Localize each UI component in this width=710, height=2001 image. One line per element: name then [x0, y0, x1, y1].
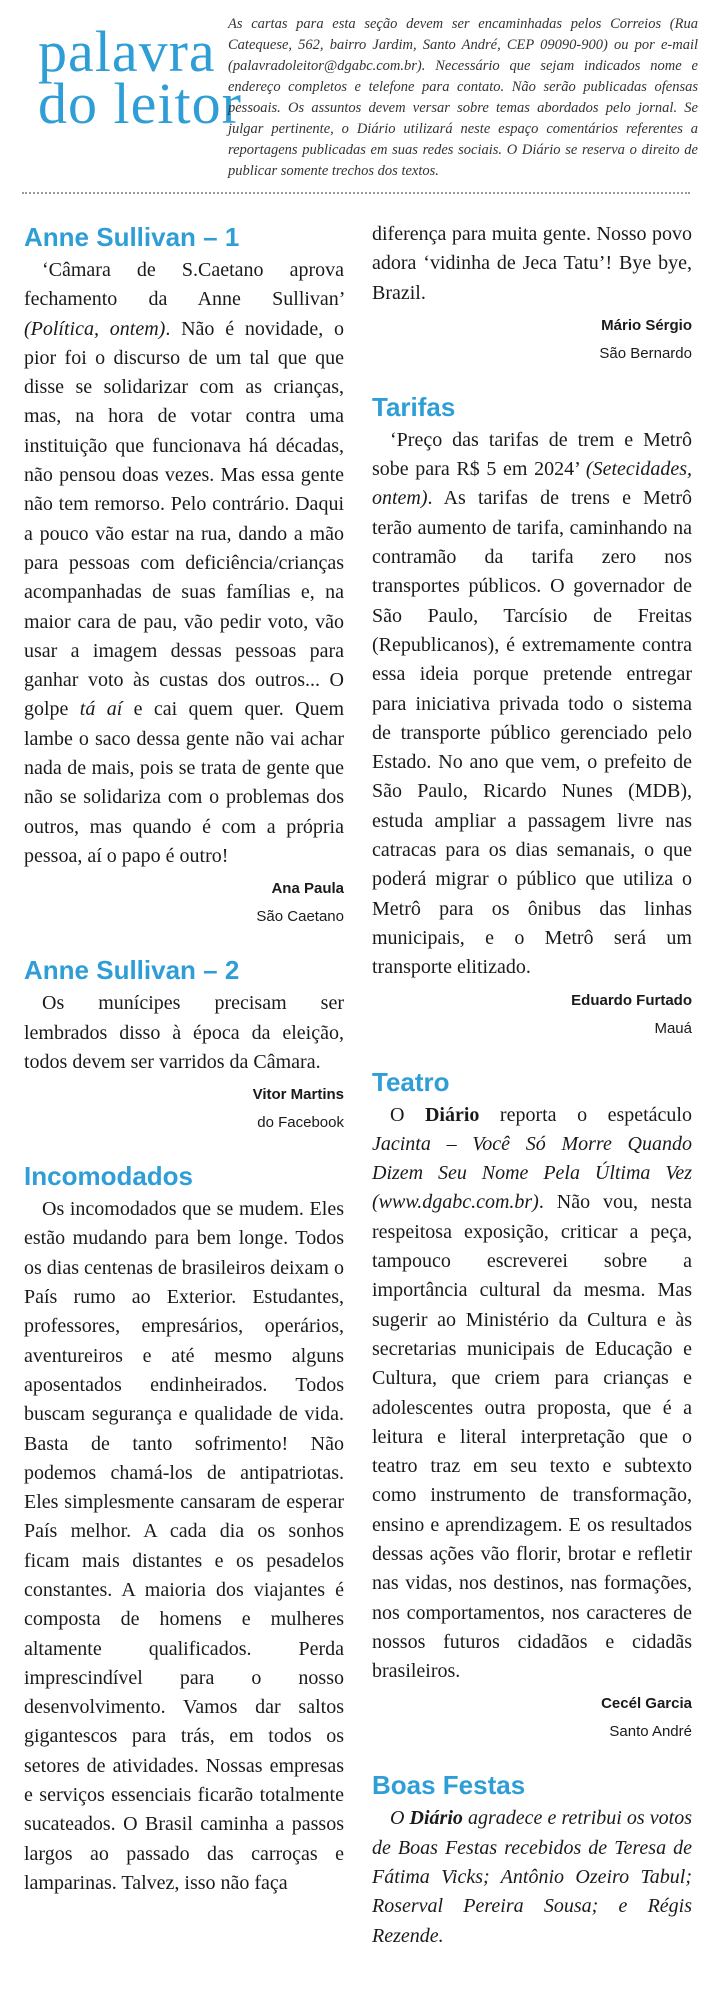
letter-tarifas [372, 392, 692, 1039]
letter-author: Eduardo Furtado [571, 991, 692, 1009]
letter-author: Vitor Martins [252, 1086, 344, 1104]
letter-location: Mauá [654, 1019, 692, 1037]
letter-incomodados-continued [372, 220, 692, 364]
logo-line-2: do leitor [38, 71, 242, 136]
letter-title: Boas Festas [372, 1770, 526, 1801]
letter-text: O [390, 1807, 410, 1830]
letter-body [24, 256, 344, 871]
play-title: Jacinta – Você Só Morre Quando Dizem Seu Nome Pela Última Vez (www.dgabc.com.br) [372, 1132, 692, 1214]
letter-body [372, 426, 692, 983]
letter-teatro [372, 1067, 692, 1743]
letter-location: Santo André [609, 1723, 692, 1741]
left-column [24, 222, 344, 1926]
page-header [0, 0, 710, 185]
dotted-divider [22, 192, 690, 194]
letter-emphasis: tá aí [79, 698, 123, 721]
newspaper-name: Diário [409, 1807, 463, 1830]
section-logo [38, 19, 242, 136]
letter-text: . Não vou, nesta respeitosa exposição, criticar a peça, tampouco escreverei sobre a importância cultural da mesma. Mas sugerir ao Ministério da Cultura e às secretarias municipais de Educação e Cultura, que criem para crianças e adolescentes outra proposta, que é a leitura e literal interpretação que o teatro traz em seu texto e subtexto como instrumento de transformação, ensino e aprendizagem. E os resultados dessas ações vão florir, brotar e refletir nas vidas, nos destinos, nas formações, nos comportamentos, nos caracteres de nossos futuros cidadãos e cidadãs brasileiros. [372, 1191, 692, 1683]
letter-author: Ana Paula [271, 880, 344, 898]
letter-title: Tarifas [372, 391, 456, 422]
letter-body: Os incomodados que se mudem. Eles estão mudando para bem longe. Todos os dias centenas de brasileiros deixam o País rumo ao Exterior. Estudantes, professores, empresários, operários, aventureiros e até mesmo alguns aposentados endinheirados. Todos buscam segurança e qualidade de vida. Basta de tanto sofrimento! Não podemos chamá-los de antipatriotas. Eles simplesmente cansaram de esperar País melhor. A cada dia os sonhos ficam mais distantes e os pesadelos constantes. A maioria dos viajantes é composta de homens e mulheres altamente qualificados. Perda imprescindível para o nosso desenvolvimento. Vamos dar saltos gigantescos para trás, em todos os setores de atividades. Nossas empresas e serviços essenciais ficarão totalmente sucateados. O Brasil caminha a passos largos ao passado das carroças e lamparinas. Talvez, isso não faça [24, 1198, 344, 1894]
letter-location: do Facebook [257, 1114, 344, 1132]
letter-title: Incomodados [24, 1161, 194, 1192]
letter-quote: ‘Preço das tarifas de trem e Metrô sobe para R$ 5 em 2024’ [372, 428, 692, 481]
letter-title: Anne Sullivan – 1 [24, 222, 240, 252]
letter-location: São Caetano [256, 908, 344, 926]
letter-body [372, 1804, 692, 1950]
right-column [372, 220, 692, 1979]
note-boas-festas [372, 1770, 692, 1950]
letter-incomodados [24, 1161, 344, 1898]
letter-source: (Setecidades, ontem) [372, 458, 692, 510]
letter-author: Mário Sérgio [601, 316, 692, 334]
letter-title: Anne Sullivan – 2 [24, 955, 240, 986]
letter-title: Teatro [372, 1066, 450, 1097]
logo-line-1: palavra [38, 19, 216, 84]
letter-text: . Não é novidade, o pior foi o discurso de um tal que que disse se solidarizar com as crianças, mas, na hora de votar contra uma instituição que funcionava há décadas, não pensou doas vezes. Mas essa gente não tem remorso. Pelo contrário. Daqui a pouco vão estar na rua, dando a mão para pessoas com deficiência/crianças acompanhadas de suas famílias e, na maior cara de pau, vão pedir voto, vão usar a imagem dessas pessoas para ganhar voto às custas dos outros... O golpe [24, 317, 344, 721]
letter-quote: ‘Câmara de S.Caetano aprova fechamento da Anne Sullivan’ [24, 259, 344, 311]
letter-body: Os munícipes precisam ser lembrados disso à época da eleição, todos devem ser varridos da Câmara. [24, 992, 344, 1073]
letter-text: agradece e retribui os votos de Boas Festas recebidos de Teresa de Fátima Vicks; Antônio Ozeiro Tabul; Roserval Pereira Sousa; e Régis Rezende. [372, 1807, 692, 1947]
letter-text: O [390, 1103, 425, 1126]
letter-anne-sullivan-1 [24, 222, 344, 927]
letter-body-continued: diferença para muita gente. Nosso povo adora ‘vidinha de Jeca Tatu’! Bye bye, Brazil. [372, 223, 692, 304]
letter-text: e cai quem quer. Quem lambe o saco dessa gente não vai achar nada de mais, pois se trata de gente que não se solidariza com o problemas dos outros, mas quando é com a própria pessoa, aí o papo é outro! [24, 698, 344, 867]
letter-author: Cecél Garcia [601, 1695, 692, 1713]
letter-source: (Política, ontem) [24, 317, 166, 340]
letter-location: São Bernardo [599, 344, 692, 362]
letter-text: . As tarifas de trens e Metrô terão aumento de tarifa, caminhando na contramão da tarifa zero nos transportes públicos. O governador de São Paulo, Tarcísio de Freitas (Republicanos), é extremamente contra essa ideia porque pretende entregar para iniciativa privada todo o sistema de transporte público gerenciado pelo Estado. No ano que vem, o prefeito de São Paulo, Ricardo Nunes (MDB), estuda ampliar a passagem livre nas catracas para os dias semanais, o que poderá migrar o público que utiliza o Metrô para os ônibus das linhas municipais, e o Metrô será um transporte elitizado. [372, 487, 692, 979]
section-intro: As cartas para esta seção devem ser encaminhadas pelos Correios (Rua Catequese, 562, bairro Jardim, Santo André, CEP 09090-900) ou por e-mail (palavradoleitor@dgabc.com.br). Necessário que sejam indicados nome e endereço completos e telefone para contato. Não serão publicadas ofensas pessoais. Os assuntos devem versar sobre temas abordados pelo jornal. Se julgar pertinente, o Diário utilizará neste espaço comentários referentes a reportagens publicadas em suas redes sociais. O Diário se reserva o direito de publicar somente trechos dos textos. [228, 16, 698, 179]
newspaper-name: Diário [424, 1103, 480, 1126]
letter-anne-sullivan-2 [24, 955, 344, 1133]
letter-body [372, 1101, 692, 1687]
letter-text: reporta o espetáculo [479, 1103, 692, 1126]
